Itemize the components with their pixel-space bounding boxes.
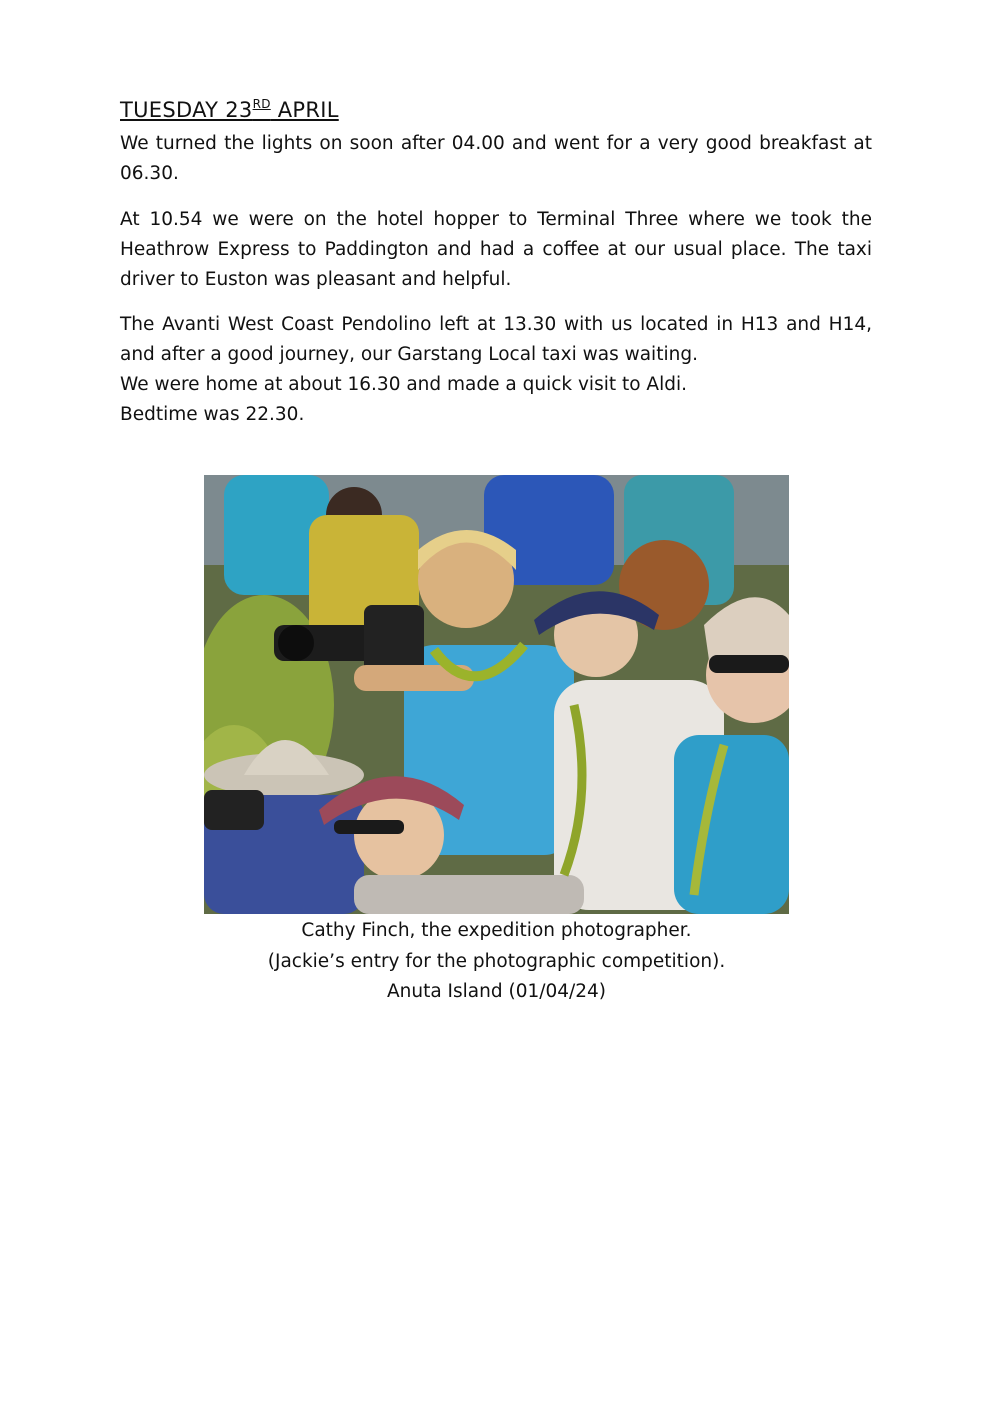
paragraph-train-line: The Avanti West Coast Pendolino left at 13.30 with us located in H13 and H14, and after a good journey, our Garstang Local taxi was waiting. [120,314,872,365]
paragraph-home-line: We were home at about 16.30 and made a quick visit to Aldi. [120,374,687,395]
photo-caption-line-1: Cathy Finch, the expedition photographer. [301,920,692,941]
page-heading [120,97,339,122]
paragraph-journey-to-euston: At 10.54 we were on the hotel hopper to Terminal Three where we took the Heathrow Express to Paddington and had a coffee at our usual place. The taxi driver to Euston was pleasant and helpful. [120,209,872,290]
photograph [204,475,789,914]
paragraph-train-home [120,310,872,430]
heading-month: APRIL [270,98,339,122]
paragraph-bedtime-line: Bedtime was 22.30. [120,404,305,425]
paragraph-breakfast: We turned the lights on soon after 04.00 and went for a very good breakfast at 06.30. [120,133,872,184]
heading-ordinal-suffix: RD [252,97,271,111]
heading-day: TUESDAY 23 [120,98,253,122]
photo-illustration [204,475,789,914]
photo-caption-line-2: (Jackie’s entry for the photographic competition). [267,951,726,972]
photo-caption-line-3: Anuta Island (01/04/24) [386,981,607,1002]
